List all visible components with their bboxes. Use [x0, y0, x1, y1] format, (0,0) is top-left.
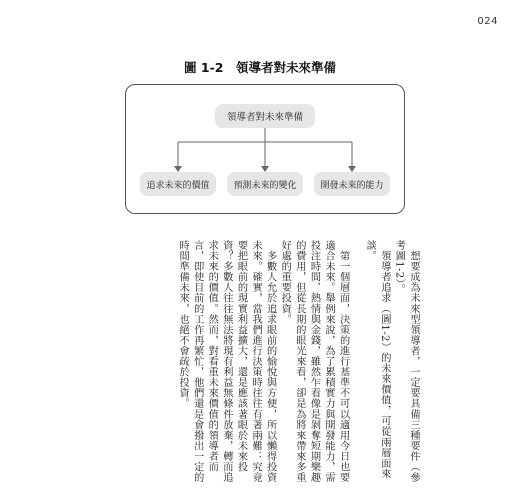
diagram-root-node: 領導者對未來準備	[215, 104, 315, 128]
paragraph-3: 第一個層面，決策的進行基準不可以適用今日也要適合未來。舉例來說，為了累積實力與開發能力，需投注時間、熱情與金錢，雖然乍看像是剝奪短期樂趣的費用，但從長期的眼光來看，卻是為將來帶來多重好處的重要投資。	[279, 240, 349, 483]
paragraph-4: 多數人允於追求眼前的愉悅與方便，所以懶得投資未來。確實，當我們進行決策時往往有著兩難：究竟要把眼前的現實利益擴大，還是應該著眼於未來投資？多數人往往無法將現有利益無條件放棄，轉而追求未來的價值。然而，對看重未來價值的領導者而言，即使目前的工作再繁忙，他們還是會撥出一定的時間準備未來，也絕不會疏於投資。	[177, 240, 276, 483]
diagram-node-develop-ability: 開發未來的能力	[314, 172, 390, 196]
vertical-body-text	[120, 240, 420, 485]
diagram-node-pursue-value: 追求未來的價值	[140, 172, 216, 196]
paragraph-1: 想要成為未來型領導者，一定要具備三種要件（參考圖1-2）。	[393, 240, 419, 483]
paragraph-2: 領導者追求（圖1-2）的未來價值，可從兩層面來談。	[364, 240, 390, 480]
figure-caption: 圖 1-2 領導者對未來準備	[184, 60, 336, 75]
page-number: 024	[477, 16, 498, 27]
diagram-node-predict-change: 預測未來的變化	[227, 172, 303, 196]
